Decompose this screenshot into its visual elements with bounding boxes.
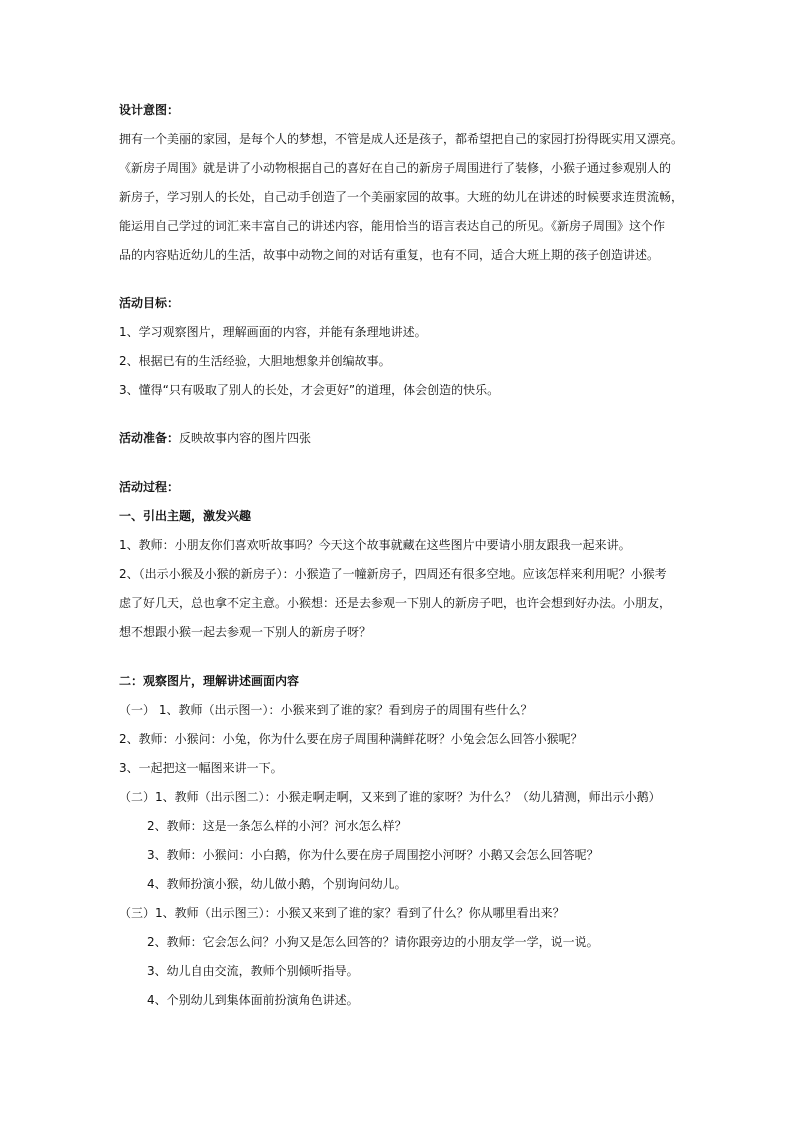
goals-heading: 活动目标： xyxy=(119,296,180,310)
part-2-line-3: 3、教师：小猴问：小白鹅，你为什么要在房子周围挖小河呀？小鹅又会怎么回答呢？ xyxy=(147,848,599,862)
part-3-line-1: （三）1、教师（出示图三）：小猴又来到了谁的家？看到了什么？你从哪里看出来？ xyxy=(119,906,565,920)
goal-item-3: 3、懂得“只有吸取了别人的长处，才会更好”的道理，体会创造的快乐。 xyxy=(119,383,500,397)
design-intent-line-1: 拥有一个美丽的家园，是每个人的梦想，不管是成人还是孩子，都希望把自己的家园打扮得既实用又漂亮。 xyxy=(119,132,684,146)
design-intent-line-3: 新房子，学习别人的长处，自己动手创造了一个美丽家园的故事。大班的幼儿在讲述的时候要求连贯流畅， xyxy=(119,190,684,204)
part-1-line-2: 2、教师：小猴问：小兔，你为什么要在房子周围种满鲜花呀？小兔会怎么回答小猴呢？ xyxy=(119,732,583,746)
preparation-text: 反映故事内容的图片四张 xyxy=(179,431,312,445)
part-3-line-4: 4、个别幼儿到集体面前扮演角色讲述。 xyxy=(147,993,359,1007)
part-1-line-1: （一） 1、教师（出示图一）：小猴来到了谁的家？看到房子的周围有些什么？ xyxy=(119,703,533,717)
part-2-line-4: 4、教师扮演小猴，幼儿做小鹅，个别询问幼儿。 xyxy=(147,877,407,891)
goal-item-1: 1、学习观察图片，理解画面的内容，并能有条理地讲述。 xyxy=(119,325,427,339)
part-2-line-1: （二）1、教师（出示图二）：小猴走啊走啊，又来到了谁的家呀？为什么？（幼儿猜测，师出示小鹅） xyxy=(119,790,661,804)
goal-item-2: 2、根据已有的生活经验，大胆地想象并创编故事。 xyxy=(119,354,391,368)
design-intent-line-5: 品的内容贴近幼儿的生活，故事中动物之间的对话有重复，也有不同，适合大班上期的孩子创造讲述。 xyxy=(119,248,660,262)
design-intent-line-4: 能运用自己学过的词汇来丰富自己的讲述内容，能用恰当的语言表达自己的所见。《新房子周围》这个作 xyxy=(119,219,666,233)
part-1-line-3: 3、一起把这一幅图来讲一下。 xyxy=(119,761,283,775)
section-1-line-4: 想不想跟小猴一起去参观一下别人的新房子呀？ xyxy=(119,625,372,639)
design-intent-line-2: 《新房子周围》就是讲了小动物根据自己的喜好在自己的新房子周围进行了装修，小猴子通过参观别人的 xyxy=(119,161,672,175)
section-1-line-3: 虑了好几天，总也拿不定主意。小猴想：还是去参观一下别人的新房子吧，也许会想到好办法。小朋友， xyxy=(119,596,672,610)
process-heading: 活动过程： xyxy=(119,480,180,494)
part-3-line-2: 2、教师：它会怎么问？小狗又是怎么回答的？请你跟旁边的小朋友学一学，说一说。 xyxy=(147,935,599,949)
section-2-title: 二：观察图片，理解讲述画面内容 xyxy=(119,674,300,688)
preparation-label: 活动准备： xyxy=(119,431,180,445)
part-2-line-2: 2、教师：这是一条怎么样的小河？河水怎么样？ xyxy=(147,819,407,833)
part-3-line-3: 3、幼儿自由交流，教师个别倾听指导。 xyxy=(147,964,359,978)
design-intent-heading: 设计意图： xyxy=(119,103,180,117)
section-1-line-1: 1、教师：小朋友你们喜欢听故事吗？今天这个故事就藏在这些图片中要请小朋友跟我一起来讲。 xyxy=(119,538,631,552)
preparation-line xyxy=(119,431,311,445)
section-1-line-2: 2、（出示小猴及小猴的新房子）：小猴造了一幢新房子，四周还有很多空地。应该怎样来利用呢？小猴考 xyxy=(119,567,667,581)
section-1-title: 一、引出主题，激发兴趣 xyxy=(119,509,252,523)
